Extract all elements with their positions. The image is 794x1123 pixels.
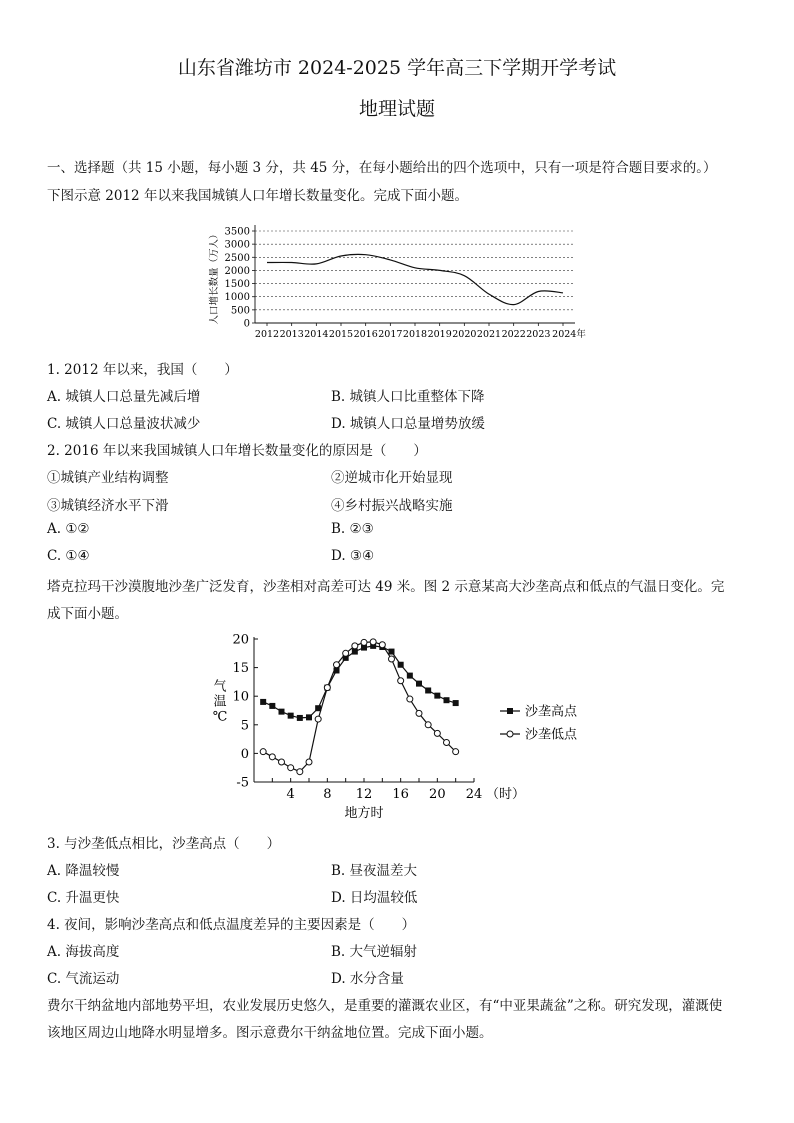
q3-option-c: C. 升温更快 (47, 890, 120, 906)
passage-2-line-1: 塔克拉玛干沙漠腹地沙垄广泛发育，沙垄相对高差可达 49 米。图 2 示意某高大沙垄高点和低点的气温日变化。完 (47, 579, 725, 595)
chart1-y-tick-label: 0 (243, 318, 250, 330)
passage-2-line-2: 成下面小题。 (47, 606, 128, 622)
chart2-low-point-marker (434, 730, 440, 736)
chart2-low-point-marker (352, 643, 358, 649)
population-growth-chart (200, 210, 600, 345)
chart2-low-point-marker (398, 678, 404, 684)
chart2-high-point-marker (352, 649, 358, 655)
chart2-low-point-marker (297, 769, 303, 775)
chart2-high-point-marker (453, 700, 459, 706)
q2-statement-2: ②逆城市化开始显现 (331, 470, 453, 486)
q1-stem: 1. 2012 年以来，我国（ ） (47, 362, 238, 378)
chart2-low-point-marker (389, 656, 395, 662)
chart2-high-point-marker (416, 681, 422, 687)
chart1-y-tick-label: 2500 (224, 252, 250, 264)
q2-statement-3: ③城镇经济水平下滑 (47, 498, 169, 514)
legend-high-marker (507, 708, 513, 714)
chart2-high-point-marker (260, 699, 266, 705)
chart2-high-point-marker (389, 649, 395, 655)
chart2-high-point-line (263, 646, 456, 718)
chart2-high-point-marker (407, 673, 413, 679)
q2-option-d: D. ③④ (331, 548, 375, 564)
chart2-low-point-marker (370, 639, 376, 645)
chart2-high-point-marker (297, 715, 303, 721)
chart1-x-tick-label: 2021 (476, 329, 502, 340)
chart2-x-tick-label: 20 (429, 787, 446, 802)
chart1-y-tick-label: 3500 (224, 226, 250, 238)
legend-low-label: 沙垄低点 (525, 727, 578, 743)
chart2-low-point-marker (416, 710, 422, 716)
chart2-low-point-marker (288, 765, 294, 771)
q1-option-c: C. 城镇人口总量波状减少 (47, 416, 201, 432)
passage-3-line-2: 该地区周边山地降水明显增多。图示意费尔干纳盆地位置。完成下面小题。 (47, 1025, 493, 1041)
chart1-x-tick-label: 2024年 (552, 329, 586, 340)
passage-3-line-1: 费尔干纳盆地内部地势平坦，农业发展历史悠久，是重要的灌溉农业区，有“中亚果蔬盆”之称。研究发现，灌溉使 (47, 998, 723, 1014)
temperature-chart (200, 625, 600, 825)
chart1-x-tick-label: 2012 (254, 329, 280, 340)
chart2-high-point-marker (315, 705, 321, 711)
chart2-high-point-marker (306, 714, 312, 720)
q1-option-b: B. 城镇人口比重整体下降 (331, 389, 485, 405)
chart2-high-point-marker (425, 687, 431, 693)
chart2-x-tick-label: 16 (392, 787, 409, 802)
chart2-high-point-markers (260, 643, 459, 721)
q2-statement-1: ①城镇产业结构调整 (47, 470, 169, 486)
q2-option-a: A. ①② (47, 521, 90, 537)
chart1-y-tick-label: 500 (230, 305, 250, 317)
q3-option-b: B. 昼夜温差大 (331, 863, 418, 879)
chart2-low-point-marker (453, 749, 459, 755)
chart1-x-ticks (255, 323, 586, 340)
chart1-y-ticks (225, 227, 255, 330)
exam-subtitle: 地理试题 (358, 98, 435, 120)
chart2-low-point-marker (425, 722, 431, 728)
q2-statement-4: ④乡村振兴战略实施 (331, 498, 453, 514)
chart2-high-point-marker (288, 713, 294, 719)
chart2-low-point-marker (334, 662, 340, 668)
chart1-y-tick-label: 1500 (224, 279, 250, 291)
chart2-low-point-marker (343, 650, 349, 656)
chart2-low-point-marker (379, 642, 385, 648)
chart2-low-point-marker (407, 696, 413, 702)
chart1-x-tick-label: 2020 (452, 329, 477, 340)
chart2-x-tick-label: 24 (465, 787, 483, 802)
chart2-low-point-marker (306, 759, 312, 765)
chart2-low-point-markers (260, 639, 459, 775)
chart2-x-tick-label: 12 (355, 787, 373, 802)
q4-option-c: C. 气流运动 (47, 971, 120, 987)
chart2-y-tick-label: 10 (232, 689, 249, 705)
q1-option-d: D. 城镇人口总量增势放缓 (331, 416, 485, 432)
exam-title: 山东省潍坊市 2024-2025 学年高三下学期开学考试 (177, 57, 617, 79)
chart2-low-point-marker (361, 639, 367, 645)
intro-text-1: 下图示意 2012 年以来我国城镇人口年增长数量变化。完成下面小题。 (47, 188, 468, 204)
chart2-y-tick-label: 0 (240, 746, 249, 762)
chart2-y-tick-label: 15 (232, 661, 249, 677)
chart2-x-tick-label: 8 (323, 787, 332, 802)
chart2-high-point-marker (269, 703, 275, 709)
legend-low-marker (507, 731, 513, 737)
legend-high-label: 沙垄高点 (525, 704, 578, 720)
chart2-x-unit: （时） (486, 787, 526, 802)
chart2-high-point-marker (334, 667, 340, 673)
chart1-y-tick-label: 3000 (224, 239, 250, 251)
chart1-x-tick-label: 2014 (304, 329, 329, 340)
chart2-high-point-marker (398, 662, 404, 668)
chart1-y-axis-label: 人口增长数量（万人） (209, 229, 220, 325)
chart2-low-point-line (263, 642, 456, 772)
chart2-low-point-marker (315, 716, 321, 722)
chart1-x-tick-label: 2022 (501, 329, 526, 340)
chart1-x-tick-label: 2017 (378, 329, 403, 340)
chart1-x-tick-label: 2023 (526, 329, 551, 340)
chart2-low-point-marker (324, 685, 330, 691)
chart2-low-point-marker (444, 740, 450, 746)
chart2-x-tick-label: 4 (286, 787, 295, 802)
chart1-axes (255, 225, 575, 323)
chart1-x-tick-label: 2018 (402, 329, 428, 340)
q2-option-b: B. ②③ (331, 521, 374, 537)
chart2-low-point-marker (279, 759, 285, 765)
chart2-low-point-marker (269, 754, 275, 760)
section-heading: 一、选择题（共 15 小题，每小题 3 分，共 45 分，在每小题给出的四个选项中，只有一项是符合题目要求的。） (47, 160, 717, 176)
chart1-x-tick-label: 2019 (427, 329, 452, 340)
q2-stem: 2. 2016 年以来我国城镇人口年增长数量变化的原因是（ ） (47, 443, 427, 459)
q2-option-c: C. ①④ (47, 548, 90, 564)
chart2-high-point-marker (444, 697, 450, 703)
q4-stem: 4. 夜间，影响沙垄高点和低点温度差异的主要因素是（ ） (47, 917, 416, 933)
chart2-y-axis-label-3: ℃ (212, 709, 228, 725)
q4-option-b: B. 大气逆辐射 (331, 944, 418, 960)
chart2-low-point-marker (260, 749, 266, 755)
chart2-y-axis-label-1: 气 (213, 679, 227, 695)
chart2-axes (254, 637, 474, 782)
q3-stem: 3. 与沙垄低点相比，沙垄高点（ ） (47, 836, 281, 852)
chart2-high-point-marker (434, 693, 440, 699)
q4-option-d: D. 水分含量 (331, 971, 404, 987)
chart2-high-point-marker (279, 709, 285, 715)
chart1-series-line (267, 254, 563, 304)
chart1-y-tick-label: 2000 (224, 265, 250, 277)
chart1-x-tick-label: 2015 (328, 329, 354, 340)
chart2-y-tick-label: -5 (236, 775, 249, 791)
chart2-y-tick-label: 20 (232, 632, 249, 648)
chart1-x-tick-label: 2016 (353, 329, 378, 340)
chart2-legend (500, 704, 578, 743)
q3-option-d: D. 日均温较低 (331, 890, 418, 906)
chart2-y-axis-label-2: 温 (213, 694, 227, 710)
q4-option-a: A. 海拔高度 (47, 944, 120, 960)
chart2-y-tick-label: 5 (240, 718, 249, 734)
chart1-y-tick-label: 1000 (224, 292, 250, 304)
q1-option-a: A. 城镇人口总量先减后增 (47, 389, 201, 405)
chart1-x-tick-label: 2013 (279, 329, 304, 340)
q3-option-a: A. 降温较慢 (47, 863, 120, 879)
chart2-x-axis-label: 地方时 (344, 806, 384, 821)
